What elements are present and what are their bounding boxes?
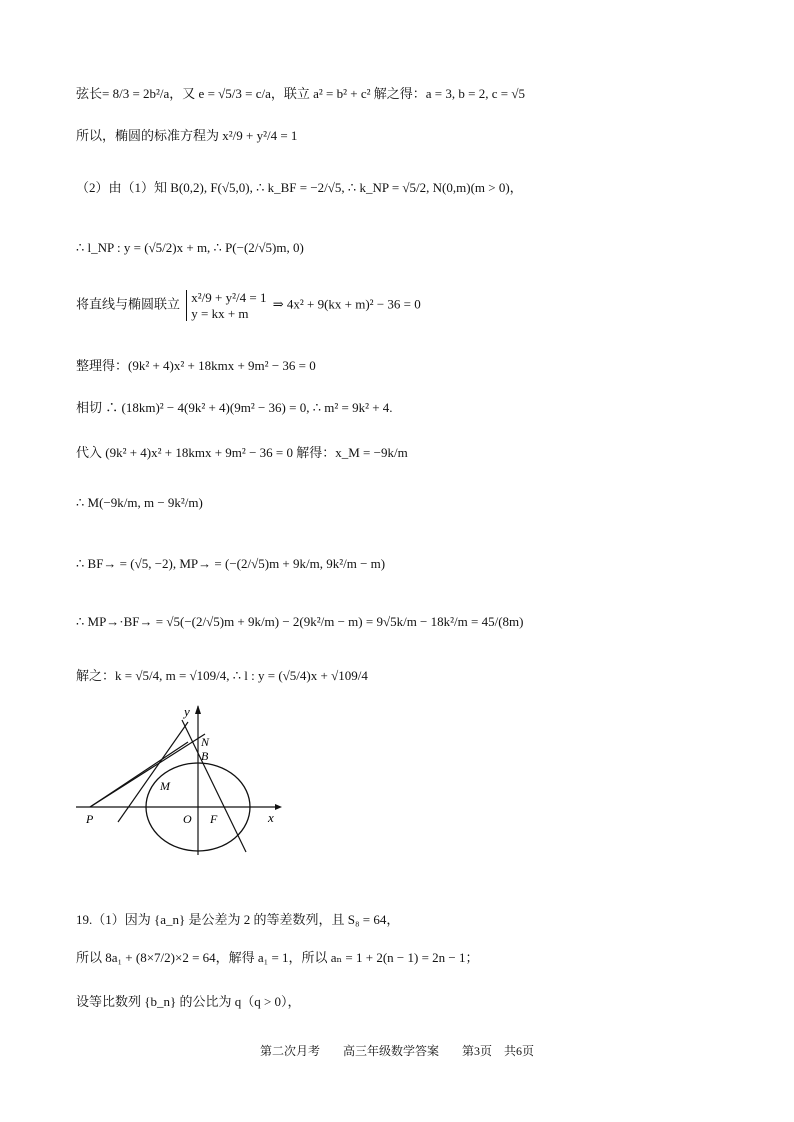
label-b: B [201, 749, 209, 763]
system-prefix: 将直线与椭圆联立 [76, 296, 181, 312]
line-19-3: 设等比数列 {b_n} 的公比为 q（q > 0）， [76, 994, 301, 1009]
label-o: O [183, 812, 192, 826]
line-pm-tangent [90, 742, 188, 807]
system-result: ⇒ 4x² + 9(kx + m)² − 36 = 0 [272, 296, 421, 312]
page-footer [0, 1042, 794, 1059]
line-simplified: 整理得：(9k² + 4)x² + 18kmx + 9m² − 36 = 0 [76, 358, 316, 373]
equation-system [186, 290, 266, 321]
ellipse-figure [70, 700, 290, 860]
system-eq2: y = kx + m [191, 305, 249, 321]
label-m: M [160, 779, 170, 793]
line-l-np: ∴ l_NP : y = (√5/2)x + m, ∴ P(−(2/√5)m, 0) [76, 240, 304, 255]
line-system [76, 290, 421, 321]
line-solution: 解之：k = √5/4, m = √109/4, ∴ l : y = (√5/4)x + √109/4 [76, 668, 368, 683]
label-f: F [210, 812, 218, 826]
y-axis-arrow [195, 705, 201, 714]
line-bf [182, 720, 246, 852]
footer-total: 共6页 [504, 1044, 535, 1058]
x-axis-arrow [275, 804, 282, 810]
line-19-1: 19.（1）因为 {a_n} 是公差为 2 的等差数列，且 S₈ = 64， [76, 912, 400, 927]
label-n: N [201, 735, 210, 749]
label-y: y [184, 704, 190, 719]
line-tangent: 相切 ∴ (18km)² − 4(9k² + 4)(9m² − 36) = 0, ∴ m² = 9k² + 4. [76, 400, 393, 415]
system-eq1: x²/9 + y²/4 = 1 [191, 290, 267, 305]
line-ellipse-equation: 所以，椭圆的标准方程为 x²/9 + y²/4 = 1 [76, 128, 298, 143]
label-p: P [86, 812, 94, 826]
line-part2-intro: （2）由（1）知 B(0,2), F(√5,0), ∴ k_BF = −2/√5, ∴ k_NP = √5/2, N(0,m)(m > 0)， [76, 180, 523, 195]
footer-subject: 高三年级数学答案 [342, 1044, 439, 1058]
line-xm: 代入 (9k² + 4)x² + 18kmx + 9m² − 36 = 0 解得：x_M = −9k/m [76, 445, 408, 460]
line-19-2: 所以 8a₁ + (8×7/2)×2 = 64，解得 a₁ = 1，所以 aₙ = 1 + 2(n − 1) = 2n − 1； [76, 950, 479, 965]
line-point-m: ∴ M(−9k/m, m − 9k²/m) [76, 495, 203, 510]
footer-exam: 第二次月考 [259, 1044, 320, 1058]
line-chord-length: 弦长= 8/3 = 2b²/a，又 e = √5/3 = c/a，联立 a² = b² + c² 解之得：a = 3, b = 2, c = √5 [76, 86, 525, 101]
line-vectors: ∴ BF→ = (√5, −2), MP→ = (−(2/√5)m + 9k/m, 9k²/m − m) [76, 556, 386, 571]
footer-page: 第3页 [462, 1044, 493, 1058]
label-x: x [268, 810, 274, 825]
line-dot-product: ∴ MP→·BF→ = √5(−(2/√5)m + 9k/m) − 2(9k²/m − m) = 9√5k/m − 18k²/m = 45/(8m) [76, 614, 524, 629]
